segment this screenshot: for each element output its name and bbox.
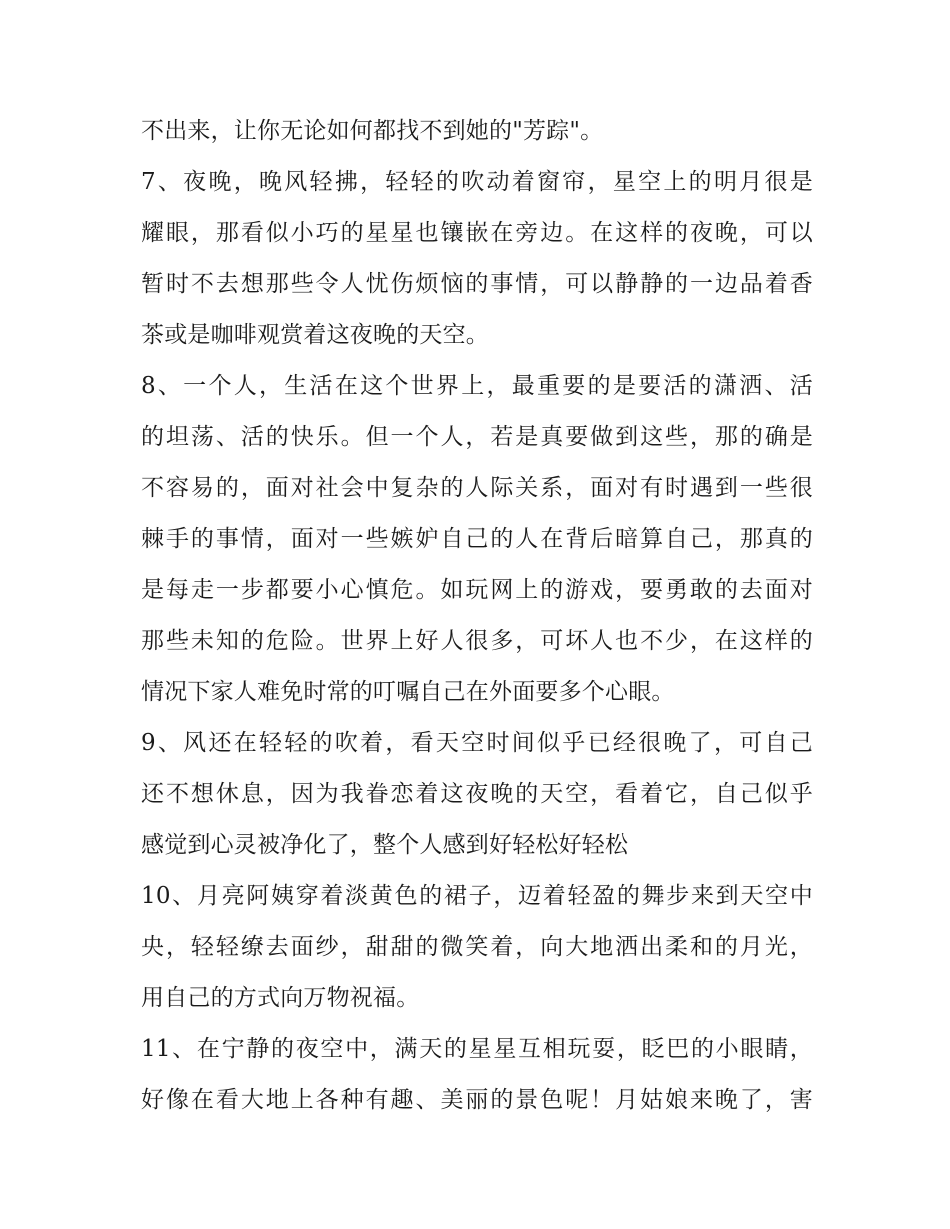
text-line: 10、月亮阿姨穿着淡黄色的裙子，迈着轻盈的舞步来到天空中 (141, 883, 813, 909)
text-line: 好像在看大地上各种有趣、美丽的景色呢！月姑娘来晚了，害 (141, 1087, 813, 1113)
text-line: 7、夜晚，晚风轻拂，轻轻的吹动着窗帘，星空上的明月很是 (141, 169, 813, 195)
text-line: 央，轻轻缭去面纱，甜甜的微笑着，向大地洒出柔和的月光， (141, 934, 813, 960)
text-line: 不出来，让你无论如何都找不到她的"芳踪"。 (141, 118, 604, 144)
text-line: 那些未知的危险。世界上好人很多，可坏人也不少，在这样的 (141, 628, 813, 654)
text-line: 不容易的，面对社会中复杂的人际关系，面对有时遇到一些很 (141, 475, 813, 501)
text-line: 11、在宁静的夜空中，满天的星星互相玩耍，眨巴的小眼睛， (141, 1036, 813, 1062)
text-line: 的坦荡、活的快乐。但一个人，若是真要做到这些，那的确是 (141, 424, 813, 450)
text-line: 9、风还在轻轻的吹着，看天空时间似乎已经很晚了，可自己 (141, 730, 813, 756)
text-line: 棘手的事情，面对一些嫉妒自己的人在背后暗算自己，那真的 (141, 526, 813, 552)
text-line: 暂时不去想那些令人忧伤烦恼的事情，可以静静的一边品着香 (141, 271, 813, 297)
text-line: 情况下家人难免时常的叮嘱自己在外面要多个心眼。 (141, 679, 675, 705)
text-line: 还不想休息，因为我眷恋着这夜晚的天空，看着它，自己似乎 (141, 781, 813, 807)
text-line: 8、一个人，生活在这个世界上，最重要的是要活的潇洒、活 (141, 373, 813, 399)
text-line: 耀眼，那看似小巧的星星也镶嵌在旁边。在这样的夜晚，可以 (141, 220, 813, 246)
document-body (141, 106, 813, 1126)
text-line: 用自己的方式向万物祝福。 (141, 985, 420, 1011)
text-line: 茶或是咖啡观赏着这夜晚的天空。 (141, 322, 489, 348)
text-line: 感觉到心灵被净化了，整个人感到好轻松好轻松 (141, 832, 629, 858)
text-line: 是每走一步都要小心慎危。如玩网上的游戏，要勇敢的去面对 (141, 577, 813, 603)
